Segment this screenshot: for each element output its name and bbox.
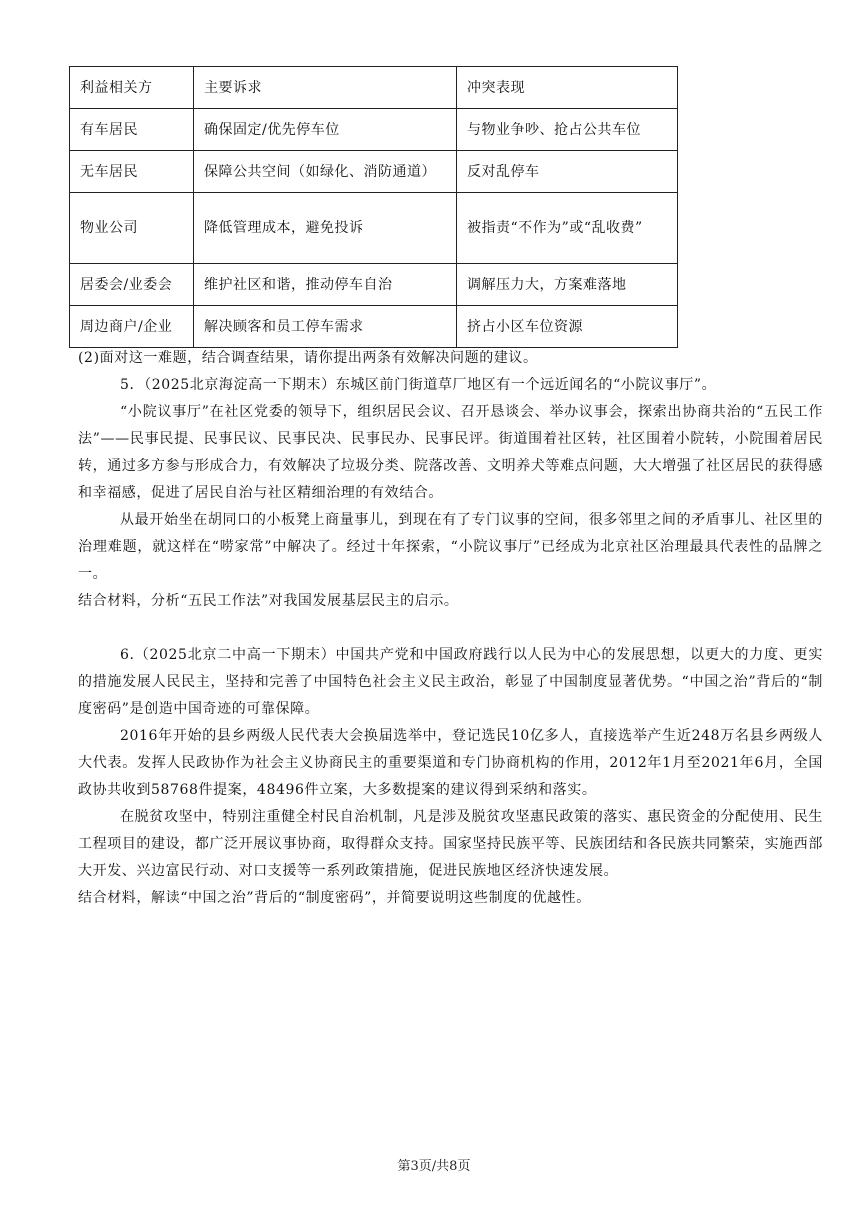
- question-5-block: [78, 372, 823, 615]
- table-cell: 调解压力大，方案难落地: [457, 264, 678, 306]
- table-cell: 有车居民: [70, 109, 194, 151]
- question-5-prompt: 结合材料，分析“五民工作法”对我国发展基层民主的启示。: [78, 593, 459, 609]
- table-header-row: [70, 67, 678, 109]
- table-cell: 解决顾客和员工停车需求: [194, 306, 457, 348]
- question-6-prompt: 结合材料，解读“中国之治”背后的“制度密码”，并简要说明这些制度的优越性。: [78, 890, 591, 906]
- table-cell: 保障公共空间（如绿化、消防通道）: [194, 151, 457, 193]
- table-cell: 维护社区和谐，推动停车自治: [194, 264, 457, 306]
- question-6-block: [78, 642, 823, 912]
- table-header-cell: 主要诉求: [194, 67, 457, 109]
- table-cell: 无车居民: [70, 151, 194, 193]
- table-cell: 周边商户/企业: [70, 306, 194, 348]
- question-6-heading: 6.（2025北京二中高一下期末）中国共产党和中国政府践行以人民为中心的发展思想，以更大的力度、更实的措施发展人民民主，坚持和完善了中国特色社会主义民主政治，彰显了中国制度显著优势。“中国之治”背后的“制度密码”是创造中国奇迹的可靠保障。: [78, 647, 823, 717]
- stakeholder-table: [69, 66, 678, 348]
- question-5-material-1: “小院议事厅”在社区党委的领导下，组织居民会议、召开恳谈会、举办议事会，探索出协商共治的“五民工作法”——民事民提、民事民议、民事民决、民事民办、民事民评。街道围着社区转，社区围着小院转，小院围着居民转，通过多方参与形成合力，有效解决了垃圾分类、院落改善、文明养犬等难点问题，大大增强了社区居民的获得感和幸福感，促进了居民自治与社区精细治理的有效结合。: [78, 404, 823, 501]
- table-row: [70, 109, 678, 151]
- table-cell: 反对乱停车: [457, 151, 678, 193]
- table-cell: 物业公司: [70, 193, 194, 264]
- page-number: 第3页/共8页: [397, 1159, 471, 1174]
- table-cell: 居委会/业委会: [70, 264, 194, 306]
- question-6-material-2: 在脱贫攻坚中，特别注重健全村民自治机制，凡是涉及脱贫攻坚惠民政策的落实、惠民资金的分配使用、民生工程项目的建设，都广泛开展议事协商，取得群众支持。国家坚持民族平等、民族团结和各民族共同繁荣，实施西部大开发、兴边富民行动、对口支援等一系列政策措施，促进民族地区经济快速发展。: [78, 809, 823, 879]
- question-6-material-1: 2016年开始的县乡两级人民代表大会换届选举中，登记选民10亿多人，直接选举产生近248万名县乡两级人大代表。发挥人民政协作为社会主义协商民主的重要渠道和专门协商机构的作用，2012年1月至2021年6月，全国政协共收到58768件提案，48496件立案，大多数提案的建议得到采纳和落实。: [78, 728, 823, 798]
- question-2-prompt: (2)面对这一难题，结合调查结果，请你提出两条有效解决问题的建议。: [78, 350, 538, 366]
- table-header-cell: 利益相关方: [70, 67, 194, 109]
- table-row: [70, 306, 678, 348]
- question-2-block: [78, 345, 823, 372]
- table-row: [70, 193, 678, 264]
- table-row: [70, 264, 678, 306]
- table-header-cell: 冲突表现: [457, 67, 678, 109]
- table-cell: 被指责“不作为”或“乱收费”: [457, 193, 678, 264]
- question-5-material-2: 从最开始坐在胡同口的小板凳上商量事儿，到现在有了专门议事的空间，很多邻里之间的矛盾事儿、社区里的治理难题，就这样在“唠家常”中解决了。经过十年探索，“小院议事厅”已经成为北京社区治理最具代表性的品牌之一。: [78, 512, 823, 582]
- table-cell: 与物业争吵、抢占公共车位: [457, 109, 678, 151]
- table-cell: 挤占小区车位资源: [457, 306, 678, 348]
- question-5-heading: 5．（2025北京海淀高一下期末）东城区前门街道草厂地区有一个远近闻名的“小院议事厅”。: [120, 377, 717, 393]
- table-row: [70, 151, 678, 193]
- table-cell: 确保固定/优先停车位: [194, 109, 457, 151]
- table-cell: 降低管理成本，避免投诉: [194, 193, 457, 264]
